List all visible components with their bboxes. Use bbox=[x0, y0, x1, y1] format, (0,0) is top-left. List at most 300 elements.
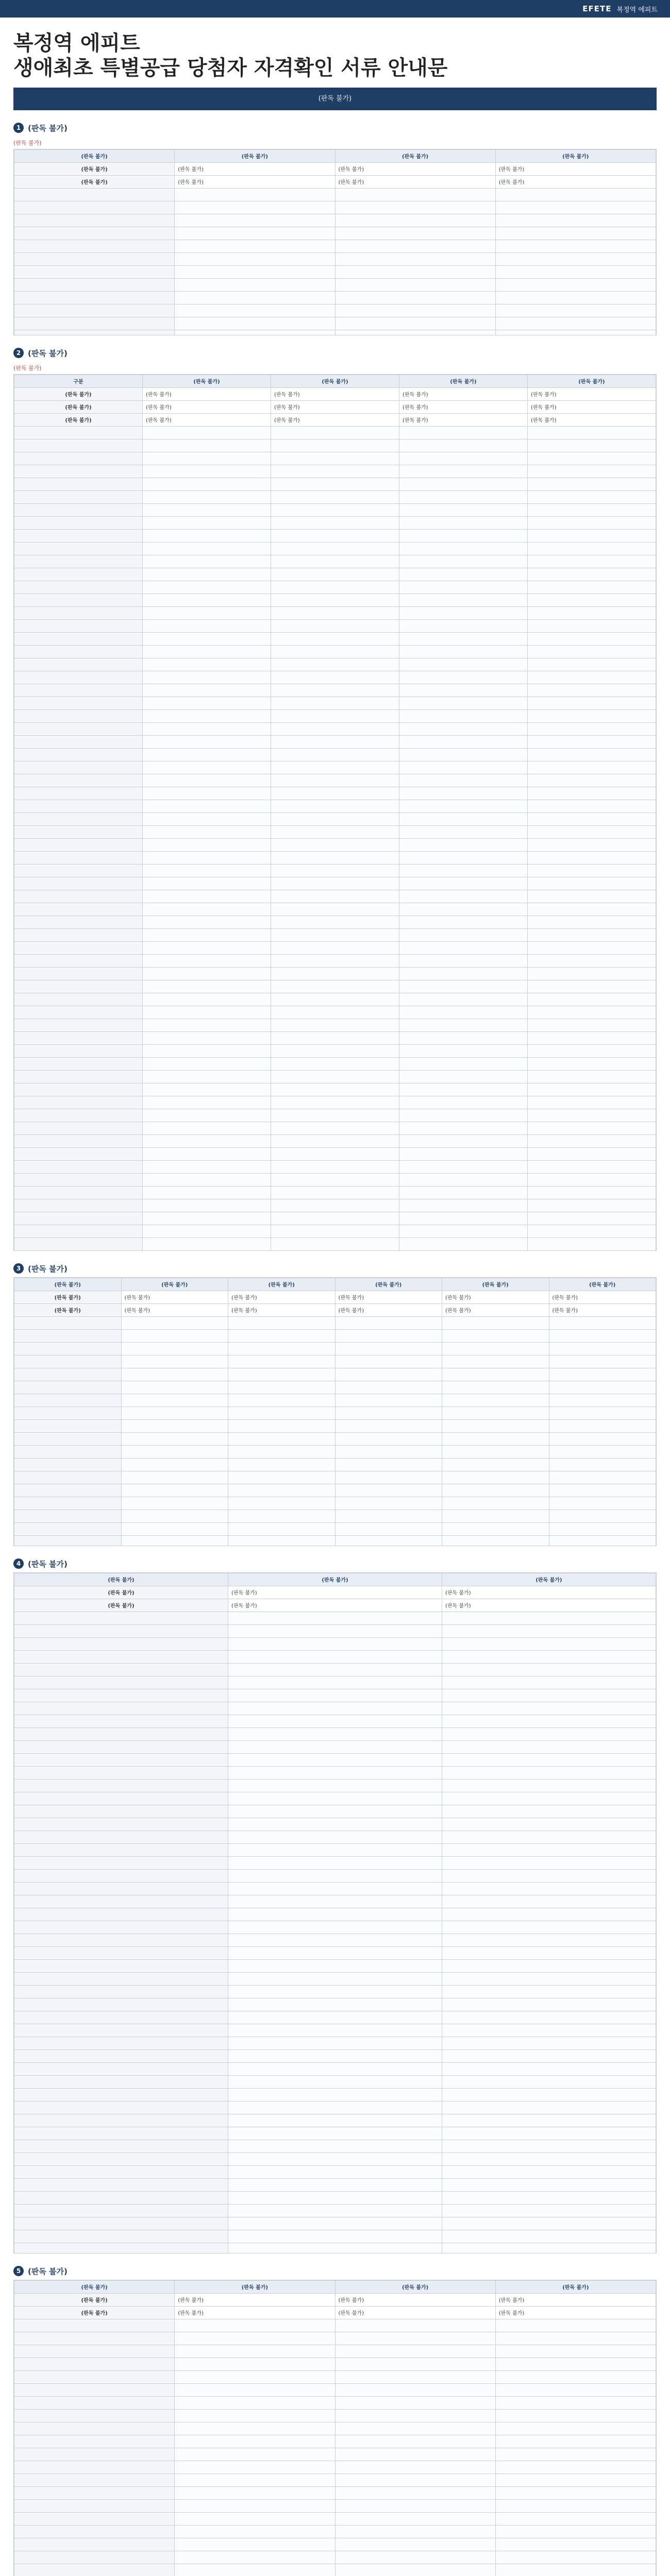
table-cell: (판독 불가) bbox=[271, 400, 399, 413]
table-cell-empty bbox=[442, 2165, 656, 2178]
table-cell-empty bbox=[399, 1186, 528, 1199]
table-cell-empty bbox=[14, 439, 143, 452]
table-row-placeholder bbox=[14, 1199, 656, 1212]
table-cell-empty bbox=[228, 2101, 442, 2114]
table-cell-empty bbox=[143, 1070, 271, 1083]
table-row-placeholder bbox=[14, 967, 656, 980]
table-cell-empty bbox=[442, 1484, 549, 1497]
table-cell-empty bbox=[335, 1355, 442, 1368]
table-cell-empty bbox=[528, 1212, 656, 1225]
table-cell-empty bbox=[14, 1006, 143, 1019]
table-row-placeholder bbox=[14, 1342, 656, 1355]
table-cell-empty bbox=[399, 1044, 528, 1057]
table-cell-empty bbox=[271, 568, 399, 581]
table-cell-empty bbox=[271, 671, 399, 684]
table-cell: (판독 불가) bbox=[14, 1303, 122, 1316]
column-header: (판독 불가) bbox=[228, 1278, 336, 1291]
table-row-placeholder bbox=[14, 1394, 656, 1406]
info-table bbox=[14, 1573, 656, 2253]
table-cell-empty bbox=[14, 2525, 175, 2538]
table-cell-empty bbox=[14, 787, 143, 800]
table-cell-empty bbox=[335, 1394, 442, 1406]
table-cell-empty bbox=[442, 1406, 549, 1419]
table-cell-empty bbox=[143, 658, 271, 671]
table-cell-empty bbox=[14, 1445, 122, 1458]
table-cell-empty bbox=[271, 1199, 399, 1212]
table-cell-empty bbox=[175, 330, 335, 335]
table-row-placeholder bbox=[14, 2383, 656, 2396]
table-cell-empty bbox=[271, 980, 399, 993]
table-cell-empty bbox=[442, 2204, 656, 2217]
table-cell-empty bbox=[442, 1689, 656, 1702]
table-header-row bbox=[14, 1278, 656, 1291]
table-cell-empty bbox=[399, 1212, 528, 1225]
column-header: (판독 불가) bbox=[175, 2280, 335, 2293]
table-cell-empty bbox=[121, 1381, 228, 1394]
table-cell-empty bbox=[14, 1368, 122, 1381]
table-cell-empty bbox=[228, 2062, 442, 2075]
table-cell-empty bbox=[14, 1985, 228, 1998]
table-cell-empty bbox=[228, 1715, 442, 1727]
table-cell-empty bbox=[228, 1792, 442, 1805]
table-cell-empty bbox=[143, 1019, 271, 1031]
table-cell: (판독 불가) bbox=[442, 1599, 656, 1612]
table-cell-empty bbox=[143, 1238, 271, 1250]
table-cell-empty bbox=[335, 201, 495, 214]
table-cell-empty bbox=[14, 851, 143, 864]
table-cell-empty bbox=[228, 1676, 442, 1689]
table-cell: (판독 불가) bbox=[335, 175, 495, 188]
table-cell-empty bbox=[14, 1134, 143, 1147]
table-row-placeholder bbox=[14, 2165, 656, 2178]
table-cell-empty bbox=[175, 2358, 335, 2370]
table-cell: (판독 불가) bbox=[121, 1303, 228, 1316]
table-row-placeholder bbox=[14, 2153, 656, 2165]
table-row-placeholder bbox=[14, 2332, 656, 2345]
table-cell-empty bbox=[228, 2217, 442, 2230]
table-row-placeholder bbox=[14, 1535, 656, 1546]
table-cell-empty bbox=[399, 645, 528, 658]
table-cell-empty bbox=[528, 542, 656, 555]
table-cell-empty bbox=[549, 1329, 656, 1342]
table-cell: (판독 불가) bbox=[528, 413, 656, 426]
column-header: (판독 불가) bbox=[175, 149, 335, 162]
table-cell-empty bbox=[14, 1019, 143, 1031]
table-cell-empty bbox=[228, 2191, 442, 2204]
table-cell-empty bbox=[271, 903, 399, 916]
table-cell-empty bbox=[228, 1484, 336, 1497]
table-cell-empty bbox=[528, 735, 656, 748]
table-cell: (판독 불가) bbox=[549, 1303, 656, 1316]
table-cell-empty bbox=[228, 2088, 442, 2101]
table-cell: (판독 불가) bbox=[14, 2306, 175, 2319]
table-cell-empty bbox=[228, 2165, 442, 2178]
table-row-placeholder bbox=[14, 1134, 656, 1147]
table-cell-empty bbox=[14, 1199, 143, 1212]
table-row-placeholder bbox=[14, 2037, 656, 2049]
table-row-placeholder bbox=[14, 2358, 656, 2370]
table-row-placeholder bbox=[14, 2024, 656, 2037]
table-cell-empty bbox=[442, 2088, 656, 2101]
table-cell: (판독 불가) bbox=[14, 387, 143, 400]
table-cell-empty bbox=[143, 1212, 271, 1225]
table-row bbox=[14, 2306, 656, 2319]
table-cell-empty bbox=[399, 478, 528, 490]
table-row-placeholder bbox=[14, 1612, 656, 1624]
table-cell-empty bbox=[271, 490, 399, 503]
table-cell-empty bbox=[143, 774, 271, 787]
table-cell: (판독 불가) bbox=[14, 413, 143, 426]
table-cell-empty bbox=[121, 1484, 228, 1497]
table-row-placeholder bbox=[14, 941, 656, 954]
table-cell-empty bbox=[143, 490, 271, 503]
table-cell-empty bbox=[442, 1381, 549, 1394]
table-cell-empty bbox=[549, 1406, 656, 1419]
table-cell-empty bbox=[399, 529, 528, 542]
table-row-placeholder bbox=[14, 658, 656, 671]
table-cell-empty bbox=[442, 2243, 656, 2253]
table-cell-empty bbox=[14, 2564, 175, 2576]
table-cell-empty bbox=[143, 735, 271, 748]
table-cell: (판독 불가) bbox=[495, 2293, 656, 2306]
table-cell-empty bbox=[528, 748, 656, 761]
table-cell-empty bbox=[442, 1471, 549, 1484]
notice-banner: (판독 불가) bbox=[13, 88, 657, 110]
section-title: (판독 불가) bbox=[28, 2266, 68, 2276]
table-cell-empty bbox=[399, 1134, 528, 1147]
table-cell-empty bbox=[271, 954, 399, 967]
table-cell-empty bbox=[495, 317, 656, 330]
table-row-placeholder bbox=[14, 800, 656, 812]
table-cell-empty bbox=[14, 291, 175, 304]
table-cell-empty bbox=[442, 1316, 549, 1329]
table-cell-empty bbox=[495, 2564, 656, 2576]
table-row-placeholder bbox=[14, 542, 656, 555]
table-cell-empty bbox=[143, 1031, 271, 1044]
table-cell-empty bbox=[14, 967, 143, 980]
table-row-placeholder bbox=[14, 632, 656, 645]
table-cell-empty bbox=[14, 619, 143, 632]
table-cell-empty bbox=[495, 291, 656, 304]
table-cell-empty bbox=[442, 1432, 549, 1445]
table-cell-empty bbox=[271, 1212, 399, 1225]
table-cell-empty bbox=[528, 503, 656, 516]
table-cell-empty bbox=[14, 2153, 228, 2165]
table-cell-empty bbox=[399, 1122, 528, 1134]
table-cell: (판독 불가) bbox=[228, 1599, 442, 1612]
document-subtitle: 생애최초 특별공급 당첨자 자격확인 서류 안내문 bbox=[13, 56, 448, 80]
table-row bbox=[14, 400, 656, 413]
table-cell-empty bbox=[143, 761, 271, 774]
table-cell-empty bbox=[271, 658, 399, 671]
table-cell-empty bbox=[14, 1831, 228, 1843]
table-cell-empty bbox=[143, 890, 271, 903]
section-number-badge: 3 bbox=[13, 1263, 24, 1274]
table-cell-empty bbox=[121, 1368, 228, 1381]
table-cell-empty bbox=[442, 2011, 656, 2024]
table-cell-empty bbox=[228, 1766, 442, 1779]
table-cell-empty bbox=[399, 1019, 528, 1031]
table-cell-empty bbox=[528, 1083, 656, 1096]
section-5 bbox=[13, 2263, 657, 2576]
table-cell-empty bbox=[271, 774, 399, 787]
table-cell-empty bbox=[528, 439, 656, 452]
table-cell-empty bbox=[228, 1316, 336, 1329]
table-cell-empty bbox=[228, 1869, 442, 1882]
table-cell-empty bbox=[14, 1624, 228, 1637]
table-row-placeholder bbox=[14, 516, 656, 529]
table-row-placeholder bbox=[14, 645, 656, 658]
table-cell-empty bbox=[335, 265, 495, 278]
table-cell-empty bbox=[228, 2243, 442, 2253]
table-cell-empty bbox=[399, 993, 528, 1006]
table-cell-empty bbox=[495, 2358, 656, 2370]
table-cell-empty bbox=[228, 2153, 442, 2165]
table-cell-empty bbox=[528, 658, 656, 671]
table-cell-empty bbox=[399, 426, 528, 439]
table-cell-empty bbox=[143, 993, 271, 1006]
table-cell-empty bbox=[143, 916, 271, 928]
table-cell-empty bbox=[143, 581, 271, 594]
table-cell-empty bbox=[442, 1972, 656, 1985]
table-cell-empty bbox=[442, 1702, 656, 1715]
table-cell-empty bbox=[14, 1122, 143, 1134]
table-row-placeholder bbox=[14, 2191, 656, 2204]
table-cell-empty bbox=[442, 1535, 549, 1546]
table-cell-empty bbox=[442, 1740, 656, 1753]
table-cell-empty bbox=[14, 1238, 143, 1250]
table-cell-empty bbox=[335, 188, 495, 201]
table-cell-empty bbox=[271, 619, 399, 632]
table-cell-empty bbox=[14, 1083, 143, 1096]
table-cell-empty bbox=[14, 954, 143, 967]
table-row-placeholder bbox=[14, 2140, 656, 2153]
table-cell-empty bbox=[549, 1497, 656, 1510]
table-cell-empty bbox=[14, 2165, 228, 2178]
table-cell-empty bbox=[271, 439, 399, 452]
table-cell-empty bbox=[14, 2191, 228, 2204]
table-cell-empty bbox=[228, 1535, 336, 1546]
table-row-placeholder bbox=[14, 2345, 656, 2358]
column-header: (판독 불가) bbox=[121, 1278, 228, 1291]
table-cell-empty bbox=[442, 1779, 656, 1792]
table-cell-empty bbox=[14, 1766, 228, 1779]
table-cell-empty bbox=[14, 1689, 228, 1702]
table-cell: (판독 불가) bbox=[175, 162, 335, 175]
table-cell-empty bbox=[14, 1419, 122, 1432]
table-cell-empty bbox=[442, 1419, 549, 1432]
table-cell-empty bbox=[442, 1753, 656, 1766]
table-cell-empty bbox=[495, 2525, 656, 2538]
table-cell-empty bbox=[399, 465, 528, 478]
table-cell-empty bbox=[14, 632, 143, 645]
section-table-wrapper bbox=[13, 1277, 657, 1546]
table-cell-empty bbox=[399, 890, 528, 903]
table-cell-empty bbox=[399, 1031, 528, 1044]
table-cell-empty bbox=[175, 2422, 335, 2435]
table-cell-empty bbox=[399, 1173, 528, 1186]
table-cell-empty bbox=[528, 967, 656, 980]
table-cell-empty bbox=[271, 426, 399, 439]
table-cell-empty bbox=[14, 1715, 228, 1727]
section-1 bbox=[13, 120, 657, 335]
table-cell-empty bbox=[442, 1650, 656, 1663]
table-cell-empty bbox=[528, 903, 656, 916]
table-cell-empty bbox=[335, 1458, 442, 1471]
table-cell-empty bbox=[528, 916, 656, 928]
table-cell-empty bbox=[399, 697, 528, 709]
table-row-placeholder bbox=[14, 1419, 656, 1432]
table-cell-empty bbox=[495, 304, 656, 317]
table-cell-empty bbox=[14, 1057, 143, 1070]
table-row-placeholder bbox=[14, 1663, 656, 1676]
table-row-placeholder bbox=[14, 787, 656, 800]
table-row-placeholder bbox=[14, 980, 656, 993]
table-cell-empty bbox=[442, 1715, 656, 1727]
table-cell: (판독 불가) bbox=[228, 1586, 442, 1599]
table-row-placeholder bbox=[14, 2127, 656, 2140]
table-cell-empty bbox=[399, 761, 528, 774]
table-cell-empty bbox=[143, 1160, 271, 1173]
section-title: (판독 불가) bbox=[28, 1264, 68, 1274]
table-cell-empty bbox=[175, 265, 335, 278]
table-cell-empty bbox=[399, 1250, 528, 1251]
table-row-placeholder bbox=[14, 1212, 656, 1225]
table-cell-empty bbox=[399, 787, 528, 800]
table-cell-empty bbox=[442, 1946, 656, 1959]
table-cell-empty bbox=[442, 1882, 656, 1895]
table-cell-empty bbox=[143, 851, 271, 864]
table-cell: (판독 불가) bbox=[495, 162, 656, 175]
table-cell-empty bbox=[549, 1381, 656, 1394]
table-cell-empty bbox=[14, 188, 175, 201]
table-row-placeholder bbox=[14, 890, 656, 903]
table-cell-empty bbox=[271, 1031, 399, 1044]
table-cell-empty bbox=[14, 2204, 228, 2217]
table-cell-empty bbox=[495, 2319, 656, 2332]
table-row-placeholder bbox=[14, 2075, 656, 2088]
section-heading bbox=[13, 2263, 657, 2280]
table-cell-empty bbox=[143, 1147, 271, 1160]
table-cell-empty bbox=[175, 2332, 335, 2345]
table-row-placeholder bbox=[14, 916, 656, 928]
table-cell-empty bbox=[228, 1740, 442, 1753]
table-cell-empty bbox=[271, 800, 399, 812]
table-header-row bbox=[14, 375, 656, 387]
table-row-placeholder bbox=[14, 2461, 656, 2473]
column-header: (판독 불가) bbox=[271, 375, 399, 387]
table-cell-empty bbox=[549, 1522, 656, 1535]
table-cell-empty bbox=[143, 516, 271, 529]
table-cell-empty bbox=[143, 684, 271, 697]
table-cell-empty bbox=[528, 465, 656, 478]
table-cell-empty bbox=[121, 1394, 228, 1406]
table-cell-empty bbox=[228, 2230, 442, 2243]
table-cell: (판독 불가) bbox=[228, 1291, 336, 1303]
table-cell-empty bbox=[14, 1458, 122, 1471]
table-cell-empty bbox=[528, 606, 656, 619]
table-cell-empty bbox=[228, 1381, 336, 1394]
table-cell-empty bbox=[14, 812, 143, 825]
table-cell-empty bbox=[175, 2499, 335, 2512]
table-cell-empty bbox=[14, 1497, 122, 1510]
table-cell: (판독 불가) bbox=[442, 1303, 549, 1316]
table-cell-empty bbox=[175, 278, 335, 291]
table-cell-empty bbox=[399, 709, 528, 722]
table-cell-empty bbox=[528, 555, 656, 568]
table-row-placeholder bbox=[14, 812, 656, 825]
table-cell-empty bbox=[121, 1329, 228, 1342]
table-cell-empty bbox=[399, 928, 528, 941]
table-cell-empty bbox=[14, 278, 175, 291]
column-header: (판독 불가) bbox=[14, 2280, 175, 2293]
table-cell-empty bbox=[14, 214, 175, 227]
table-cell-empty bbox=[228, 1510, 336, 1522]
table-cell-empty bbox=[495, 2538, 656, 2551]
table-cell: (판독 불가) bbox=[175, 2293, 335, 2306]
table-row-placeholder bbox=[14, 2088, 656, 2101]
table-cell-empty bbox=[442, 2024, 656, 2037]
table-row-placeholder bbox=[14, 2551, 656, 2564]
table-cell-empty bbox=[14, 2538, 175, 2551]
table-cell-empty bbox=[175, 304, 335, 317]
table-cell-empty bbox=[14, 1753, 228, 1766]
table-row-placeholder bbox=[14, 2435, 656, 2448]
table-row-placeholder bbox=[14, 1057, 656, 1070]
table-row-placeholder bbox=[14, 606, 656, 619]
table-cell-empty bbox=[271, 916, 399, 928]
table-cell-empty bbox=[528, 825, 656, 838]
table-row-placeholder bbox=[14, 1250, 656, 1251]
table-cell-empty bbox=[528, 1006, 656, 1019]
table-cell-empty bbox=[143, 928, 271, 941]
table-row-placeholder bbox=[14, 684, 656, 697]
table-row-placeholder bbox=[14, 2499, 656, 2512]
table-row-placeholder bbox=[14, 227, 656, 240]
table-cell-empty bbox=[399, 684, 528, 697]
table-cell-empty bbox=[143, 529, 271, 542]
table-row-placeholder bbox=[14, 1497, 656, 1510]
table-row-placeholder bbox=[14, 877, 656, 890]
table-cell-empty bbox=[399, 606, 528, 619]
table-cell-empty bbox=[271, 1238, 399, 1250]
table-cell-empty bbox=[442, 1985, 656, 1998]
table-cell-empty bbox=[175, 2409, 335, 2422]
table-cell-empty bbox=[228, 1522, 336, 1535]
table-cell-empty bbox=[228, 2075, 442, 2088]
section-number-badge: 5 bbox=[13, 2266, 24, 2276]
table-cell-empty bbox=[14, 330, 175, 335]
table-cell-empty bbox=[271, 1134, 399, 1147]
table-cell-empty bbox=[528, 1019, 656, 1031]
table-cell-empty bbox=[143, 1225, 271, 1238]
table-cell-empty bbox=[14, 2062, 228, 2075]
table-cell: (판독 불가) bbox=[228, 1303, 336, 1316]
table-cell-empty bbox=[143, 967, 271, 980]
section-table-wrapper bbox=[13, 1572, 657, 2253]
section-heading bbox=[13, 1260, 657, 1277]
table-cell-empty bbox=[271, 529, 399, 542]
table-cell-empty bbox=[528, 838, 656, 851]
table-row-placeholder bbox=[14, 568, 656, 581]
table-cell-empty bbox=[14, 1895, 228, 1908]
table-cell-empty bbox=[14, 1225, 143, 1238]
table-cell-empty bbox=[442, 2178, 656, 2191]
table-cell-empty bbox=[442, 1959, 656, 1972]
table-cell-empty bbox=[14, 1406, 122, 1419]
table-cell-empty bbox=[143, 825, 271, 838]
table-row-placeholder bbox=[14, 1702, 656, 1715]
